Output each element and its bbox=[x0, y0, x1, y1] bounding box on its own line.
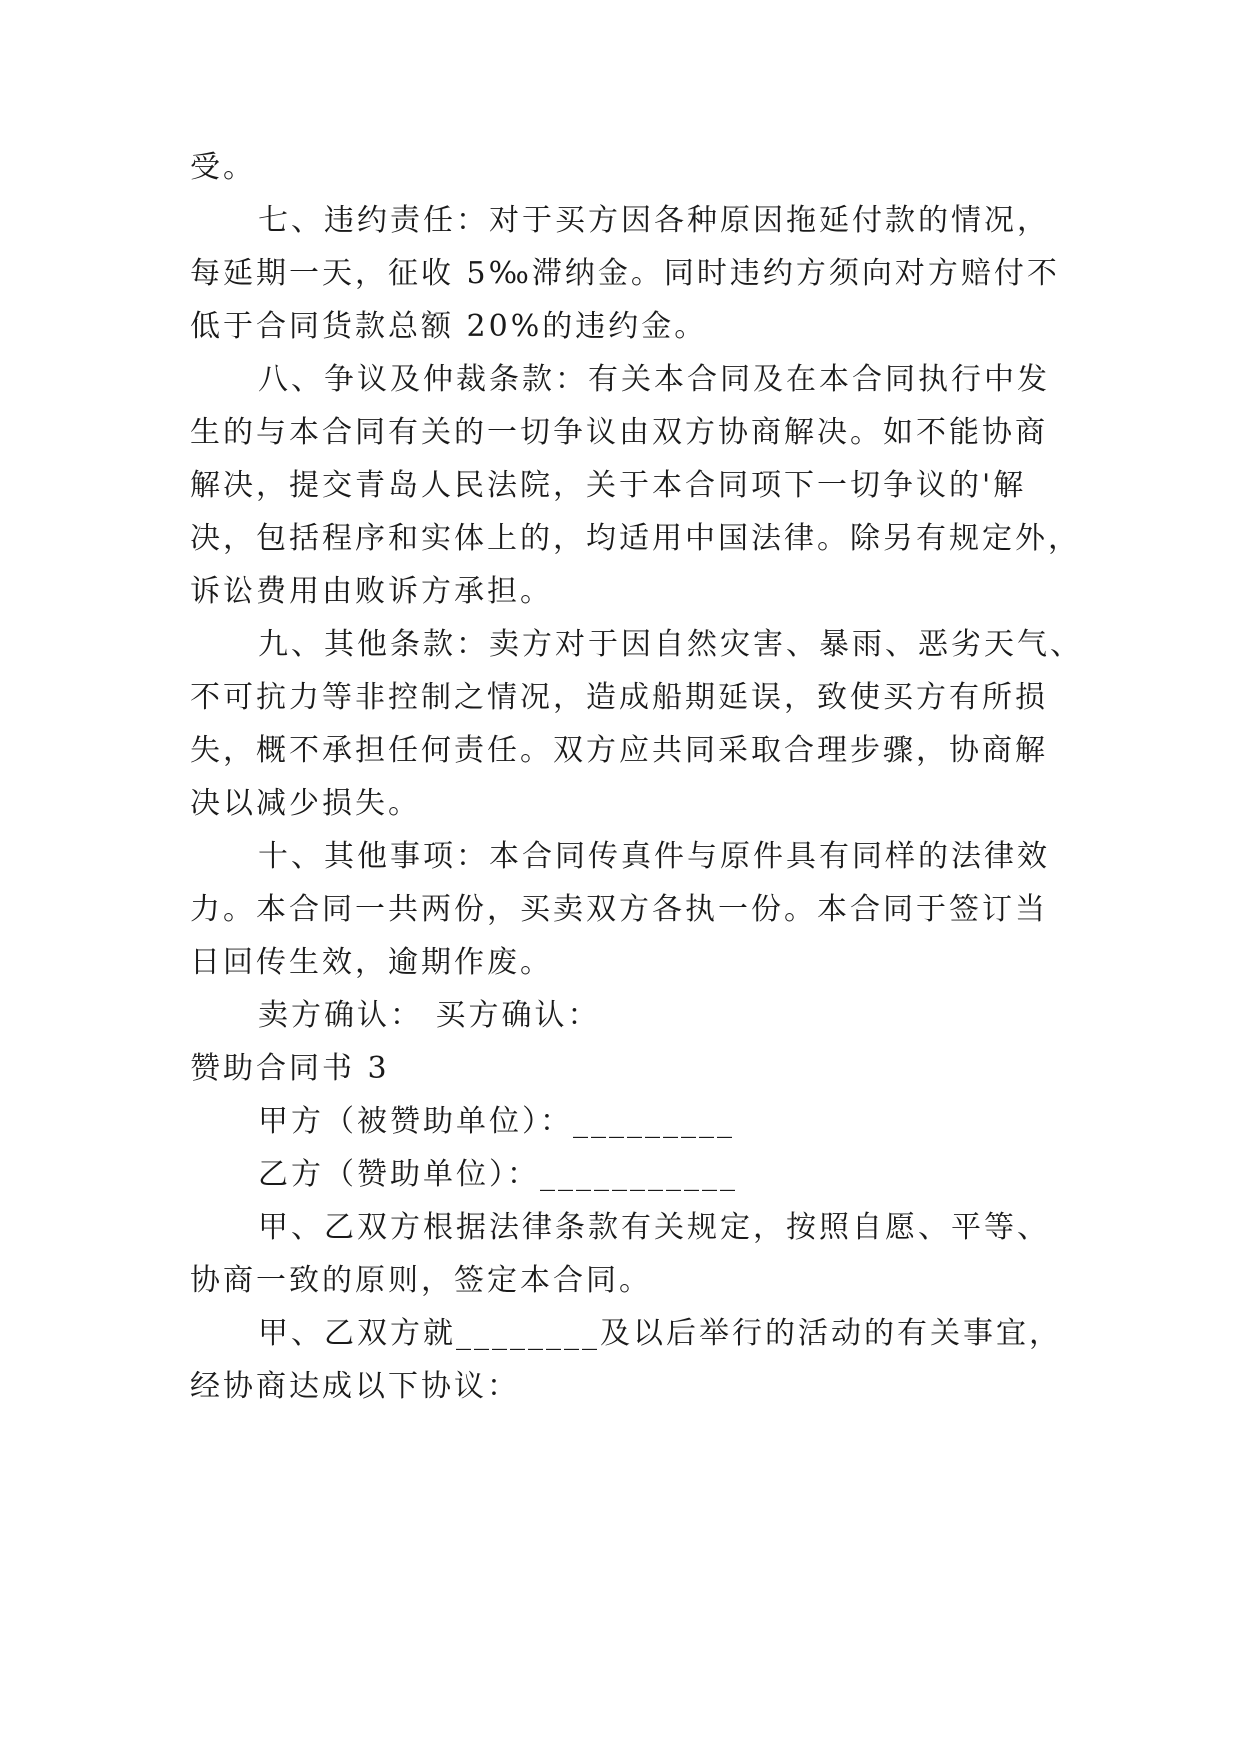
text-line: 力。本合同一共两份，买卖双方各执一份。本合同于签订当 bbox=[190, 892, 1048, 927]
text-line: 不可抗力等非控制之情况，造成船期延误，致使买方有所损 bbox=[190, 680, 1048, 715]
party-b-line: 乙方（赞助单位）：___________ bbox=[258, 1157, 738, 1192]
signature-line: 卖方确认： 买方确认： bbox=[258, 998, 601, 1033]
text-line: 决，包括程序和实体上的，均适用中国法律。除另有规定外， bbox=[190, 521, 1081, 556]
text-line: 八、争议及仲裁条款：有关本合同及在本合同执行中发 bbox=[258, 362, 1050, 397]
text-line: 受。 bbox=[190, 150, 256, 185]
text-line: 协商一致的原则，签定本合同。 bbox=[190, 1263, 652, 1298]
text-line: 九、其他条款：卖方对于因自然灾害、暴雨、恶劣天气、 bbox=[258, 627, 1083, 662]
text-line: 十、其他事项：本合同传真件与原件具有同样的法律效 bbox=[258, 839, 1050, 874]
text-line: 生的与本合同有关的一切争议由双方协商解决。如不能协商 bbox=[190, 415, 1048, 450]
text-line: 甲、乙双方根据法律条款有关规定，按照自愿、平等、 bbox=[258, 1210, 1050, 1245]
text-line: 解决，提交青岛人民法院，关于本合同项下一切争议的'解 bbox=[190, 468, 1027, 503]
text-line: 经协商达成以下协议： bbox=[190, 1369, 520, 1404]
party-a-line: 甲方（被赞助单位）：_________ bbox=[258, 1104, 735, 1139]
text-line: 失，概不承担任何责任。双方应共同采取合理步骤，协商解 bbox=[190, 733, 1048, 768]
section-title: 赞助合同书 3 bbox=[190, 1051, 390, 1086]
text-line: 每延期一天，征收 5‰滞纳金。同时违约方须向对方赔付不 bbox=[190, 256, 1060, 291]
text-line: 甲、乙双方就________及以后举行的活动的有关事宜， bbox=[258, 1316, 1062, 1351]
text-line: 诉讼费用由败诉方承担。 bbox=[190, 574, 553, 609]
text-line: 七、违约责任：对于买方因各种原因拖延付款的情况， bbox=[258, 203, 1050, 238]
text-line: 低于合同货款总额 20%的违约金。 bbox=[190, 309, 708, 344]
text-line: 日回传生效，逾期作废。 bbox=[190, 945, 553, 980]
text-line: 决以减少损失。 bbox=[190, 786, 421, 821]
